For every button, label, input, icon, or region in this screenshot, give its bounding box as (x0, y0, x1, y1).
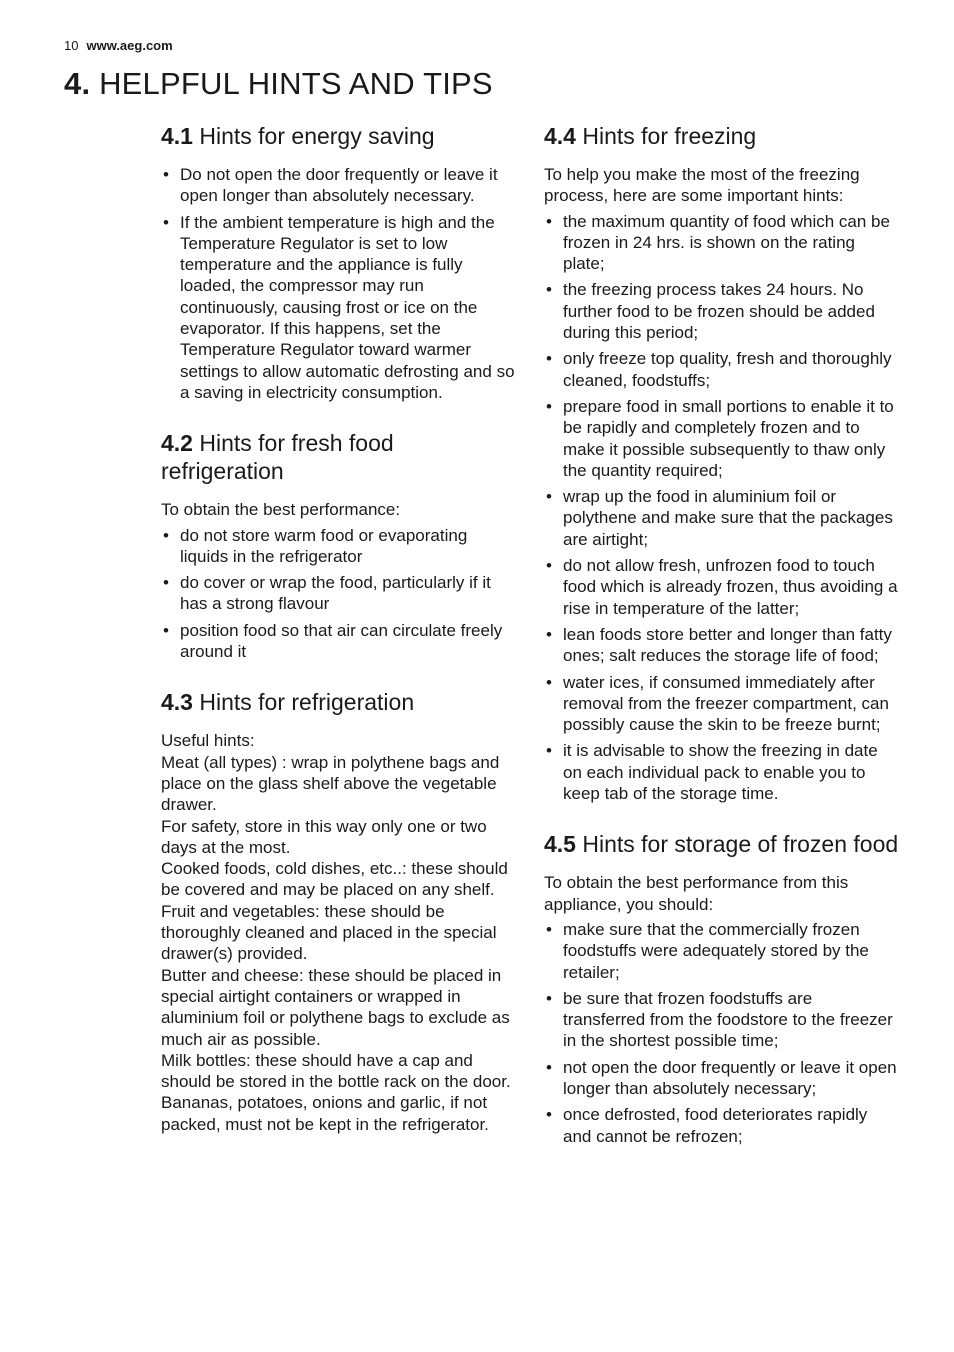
section-storage-frozen (544, 830, 899, 1147)
bullet-list (161, 164, 516, 403)
list-item: • water ices, if consumed immediately after removal from the freezer compartment, can possibly cause the skin to be freeze burnt; (544, 672, 899, 736)
list-item: • the maximum quantity of food which can be frozen in 24 hrs. is shown on the rating plate; (544, 211, 899, 275)
section-intro: To obtain the best performance: (161, 500, 401, 520)
text-line: Bananas, potatoes, onions and garlic, if not packed, must not be kept in the refrigerator. (161, 1093, 489, 1134)
page-number: 10 (64, 38, 79, 53)
section-number: 4.2 (161, 430, 193, 457)
list-item: • make sure that the commercially frozen foodstuffs were adequately stored by the retailer; (544, 919, 899, 983)
list-item: • do cover or wrap the food, particularly if it has a strong flavour (161, 572, 516, 615)
text-line: Butter and cheese: these should be placed in special airtight containers or wrapped in aluminium foil or polythene bags to exclude as much air as possible. (161, 965, 510, 1049)
chapter-title (64, 66, 493, 102)
section-number: 4.4 (544, 123, 576, 149)
section-title: Hints for fresh food refrigeration (161, 430, 394, 485)
list-item: • it is advisable to show the freezing in date on each individual pack to enable you to keep tab of the storage time. (544, 740, 899, 804)
section-heading (161, 688, 516, 716)
section-heading (161, 122, 516, 150)
section-title: Hints for energy saving (199, 123, 435, 149)
bullet-list (544, 919, 899, 1147)
text-line: Meat (all types) : wrap in polythene bags and place on the glass shelf above the vegetable drawer. (161, 752, 500, 815)
list-item: • only freeze top quality, fresh and thoroughly cleaned, foodstuffs; (544, 348, 899, 391)
section-heading (544, 122, 899, 150)
section-number: 4.5 (544, 831, 576, 858)
section-number: 4.1 (161, 123, 193, 149)
section-energy-saving (161, 122, 516, 403)
bullet-list (544, 211, 899, 805)
list-item: • Do not open the door frequently or leave it open longer than absolutely necessary. (161, 164, 516, 207)
list-item: • do not allow fresh, unfrozen food to touch food which is already frozen, thus avoiding a rise in temperature of the latter; (544, 555, 899, 619)
list-item: • prepare food in small portions to enable it to be rapidly and completely frozen and to make it possible subsequently to thaw only the quantity required; (544, 396, 899, 481)
list-item: • not open the door frequently or leave it open longer than absolutely necessary; (544, 1057, 899, 1100)
section-intro: To obtain the best performance from this appliance, you should: (544, 873, 849, 914)
text-line: Cooked foods, cold dishes, etc..: these should be covered and may be placed on any shelf. (161, 859, 508, 900)
hints-text (161, 730, 516, 1135)
list-item: • do not store warm food or evaporating liquids in the refrigerator (161, 525, 516, 568)
section-heading (544, 830, 899, 858)
section-title: Hints for refrigeration (199, 689, 415, 716)
list-item: • lean foods store better and longer than fatty ones; salt reduces the storage life of food; (544, 624, 899, 667)
page-header (64, 38, 173, 53)
chapter-number: 4. (64, 66, 91, 101)
list-item: • If the ambient temperature is high and the Temperature Regulator is set to low temperature and the appliance is fully loaded, the compressor may run continuously, causing frost or ice on the evaporator. If this happens, set the Temperature Regulator toward warmer settings to allow automatic defrosting and so a saving in electricity consumption. (161, 212, 516, 404)
bullet-list (161, 525, 516, 663)
section-title: Hints for storage of frozen food (582, 831, 899, 858)
text-line: Milk bottles: these should have a cap and should be stored in the bottle rack on the door. (161, 1050, 511, 1092)
website-link: www.aeg.com (86, 38, 173, 53)
list-item: • once defrosted, food deteriorates rapidly and cannot be refrozen; (544, 1104, 899, 1147)
left-column (161, 122, 516, 1161)
section-heading (161, 429, 516, 485)
text-line: Useful hints: (161, 731, 255, 751)
chapter-title-text: HELPFUL HINTS AND TIPS (99, 66, 493, 101)
text-line: Fruit and vegetables: these should be thoroughly cleaned and placed in the special drawer(s) provided. (161, 901, 497, 964)
list-item: • the freezing process takes 24 hours. No further food to be frozen should be added during this period; (544, 279, 899, 343)
section-title: Hints for freezing (582, 123, 757, 149)
section-fresh-food (161, 429, 516, 662)
list-item: • position food so that air can circulate freely around it (161, 620, 516, 663)
section-number: 4.3 (161, 689, 193, 716)
right-column (544, 122, 899, 1173)
list-item: • wrap up the food in aluminium foil or polythene and make sure that the packages are airtight; (544, 486, 899, 550)
section-refrigeration (161, 688, 516, 1135)
section-freezing (544, 122, 899, 804)
list-item: • be sure that frozen foodstuffs are transferred from the foodstore to the freezer in the shortest possible time; (544, 988, 899, 1052)
text-line: For safety, store in this way only one or two days at the most. (161, 816, 487, 857)
section-intro: To help you make the most of the freezing process, here are some important hints: (544, 165, 860, 206)
